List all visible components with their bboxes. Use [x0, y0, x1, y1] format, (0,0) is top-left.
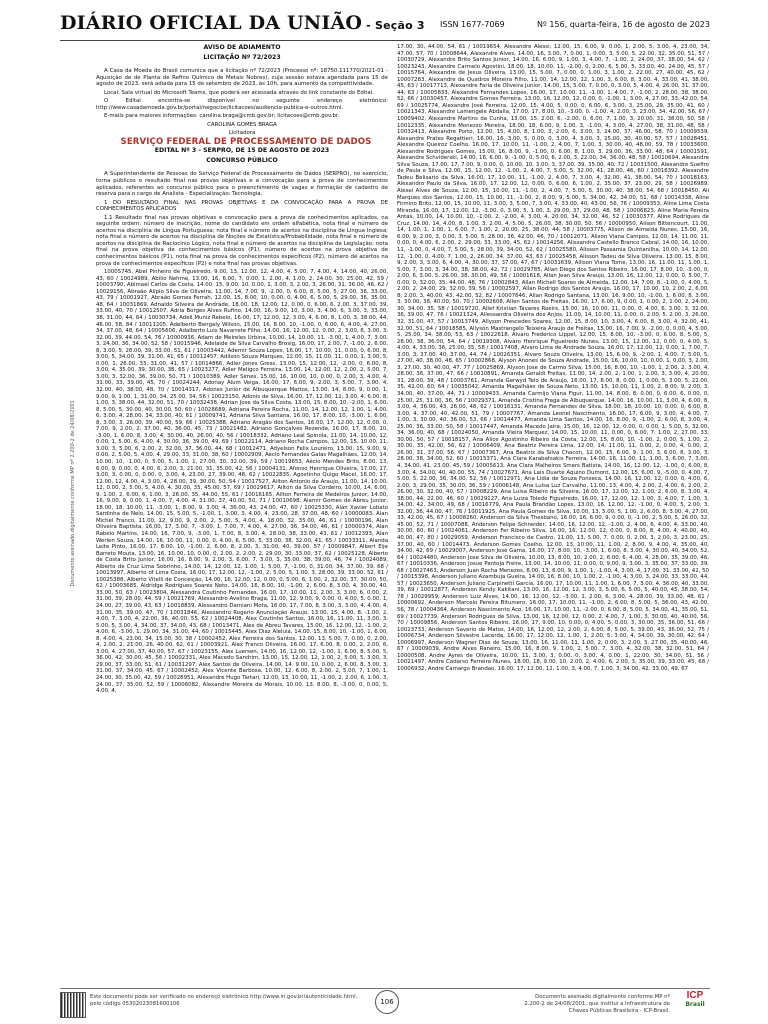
edital-intro: A Superintendente de Pessoas do Serviço Federal de Processamento de Dados (SERPRO), no exercício, torna públicos o resultado final nas provas objetivas e a convocação para a prova de conhecimentos aplicados, referentes ao concurso público para o preenchimento de vagas e formação de cadastro de reserva para o cargo de Analista - Especialização: Tecnologia.: [96, 171, 388, 198]
edital-info: O Edital encontra-se disponível no seguinte endereço eletrônico: http://www.casadamoeda.gov.br/portal/negocios/licitacoes/audiencia-publica-e-outros.html.: [96, 98, 388, 111]
contact-emails: E-mails para maiores informações: carolina.braga@cmb.gov.br; licitacoes@cmb.gov.br.: [104, 113, 340, 120]
issn: ISSN 1677-7069: [440, 20, 505, 29]
aviso-title: AVISO DE ADIAMENTO: [203, 44, 281, 51]
edition-info: Nº 156, quarta-feira, 16 de agosto de 2023: [537, 20, 710, 29]
aviso-local: Local: Sala virtual do Microsoft Teams, que poderá ser acessada através do link constante do Edital.: [104, 89, 374, 96]
qr-code-icon: [60, 992, 86, 1018]
icp-logo-top: ICP: [686, 990, 704, 1001]
results-list-left: 10005745, Abel Pinheiro de Figueiredo, 9.00, 13, 12.00, 12, 4.00, 4, 5.00, 7, 4.00, 4, 14.00, 40, 26.00, 43, 60 / 10024989, Abílio Nehme, 13.00, 16, 6.00, 7, 0.00, 1, 2.00, 4, 1.00, 2, 24.00, 30, 25.00, 42, 59 / 10003790, Abimael Carlos de Costa, 14.00, 15, 9.00, 10, 0.00, 1, 3.00, 3, 2.00, 3, 26.00, 31, 36.00, 46, 62 / 10029156, Abraão Alipio Silva de Oliveira, 11.00, 14, 7.00, 9, -2.00, 0, 6.00, 8, 5.00, 5, 27.00, 36, 33.00, 43, 79 / 10001927, Abraão Gomes Ferrah, 12.00, 15, 8.00, 10, 0.00, 0, 4.00, 6, 5.00, 5, 29.00, 36, 35.00, 48, 64 / 10031869, Adnaldo Silveira de Andrade, 18.00, 18, 12.00, 12, 0.00, 0, 6.00, 6, 2.00, 3, 37.00, 39, 33.00, 40, 70 / 10012507, Adria Borges Alves Rufino, 14.00, 16, 9.00, 10, 3.00, 3, 4.00, 6, 3.00, 3, 33.00, 38, 31.00, 44, 64 / 10030734, Adeli Muniz Rebelo, 16.00, 17, 12.00, 12, 3.00, 4, 6.00, 8, 1.00, 3, 38.00, 44, 46.00, 58, 84 / 10011205, Adelberto Bengaly Wilson, 15.00, 16, 8.00, 10, -1.00, 0, 6.00, 6, 4.00, 4, 27.00, 34, 37.00, 48, 64 / 10005606, Adalberto Luis Navarrete Filho, 14.00, 16, 12.00, 12, 0.00, 2, 3.00, 6, 3.00, 3, 32.00, 39, 44.00, 54, 76 / 10000936, Adam de Meireles Urbina, 10.00, 14, 10.00, 11, -3.00, 1, 4.00, 7, 3.00, 3, 24.00, 36, 34.00, 52, 58 / 10015946, Adelaide de Silva Carvalho Brosig, 16.00, 17, 2.00, 7, -1.00, 2, 6.00, 8, 3.00, 5, 28.00, 39, 33.00, 51, 61 / 10003442, Ademir Souza Lopes, 16.00, 17, 10.00, 11, 0.00, 0, 6.00, 8, 3.00, 5, 34.00, 39, 31.00, 41, 65 / 10012457, Adilson Souza Marques, 12.00, 15, 11.00, 11, 0.00, 1, 3.00, 5, 0.00, 1, 26.00, 33, 31.00, 41, 57 / 10014866, Adler Jones Gress, 13.00, 15, 12.00, 12, -2.00, 0, 6.00, 8, 3.00, 4, 35.00, 39, 30.00, 38, 65 / 10023277, Adler Meligco Ferreira, 13.00, 14, 12.00, 12, 2.00, 2, 5.00, 7, 3.00, 3, 32.00, 36, 39.00, 50, 71 / 10010389, Adler Simes, 15.00, 16, 10.00, 10, 0.00, 0, 2.00, 3, 4.00, 4, 31.00, 33, 39.00, 45, 70 / 10024244, Adonay Alum Veiga, 16.00, 17, 6.00, 9, 2.00, 3, 5.00, 7, 3.00, 4, 32.00, 40, 38.00, 48, 70 / 10014317, Adones Junior de Albuquerque Mattos, 13.00, 14, 8.00, 9, 0.00, 1, 9.00, 9, 1.00, 1, 31.00, 34, 25.00, 34, 56 / 10023150, Adonis de Silva, 16.00, 17, 12.00, 12, 3.00, 4, 6.00, 8, 1.00, 3, 38.00, 44, 32.00, 51, 70 / 10032438, Adrian Jose da Silva Costa, 13.00, 15, 8.00, 10, -2.00, 1, 6.00, 8, 5.00, 5, 30.00, 40, 30.00, 50, 60 / 10028689, Adriana Pereira Rocha, 11.00, 14, 12.00, 12, 1.00, 1, 4.00, 6, 3.00, 4, 28.00, 34, 33.00, 40, 61 / 10009741, Adriana Silva Santana, 16.00, 17, 8.00, 10, -3.00, 1, 6.00, 8, 3.00, 3, 26.00, 39, 40.00, 59, 66 / 10025388, Adriano Aragão dos Santos, 16.00, 17, 12.00, 12, 0.00, 0, 7.00, 9, 2.00, 2, 37.00, 40, 36.00, 45, 73 / 10021482, Adriano Gonçalves Rezende, 16.00, 17, 8.00, 10, -3.00, 1, 6.00, 8, 3.00, 4, 30.00, 40, 26.00, 40, 56 / 10018332, Adriano Leal Spinola, 11.00, 14, 10.00, 12, 0.00, 1, 5.00, 6, 4.00, 4, 30.00, 36, 39.00, 49, 69 / 10022114, Adriano Rocha Campos, 12.00, 15, 10.00, 11, 3.00, 3, 5.00, 6, 2.00, 2, 32.00, 37, 36.00, 44, 68 / 10012471, Adyelson Felix Loureiro, 13.00, 15, 9.00, 9, 0.00, 2, 5.00, 5, 4.00, 4, 29.00, 33, 31.00, 38, 60 / 10002909, Aécio Fernandes Galas Magalhães, 12.00, 14, 10.00, 10, -1.00, 0, 5.00, 5, 1.00, 1, 27.00, 30, 32.00, 39, 59 / 10019653, Aécio Mendes Brito, 8.00, 13, 6.00, 9, 0.00, 0, 4.00, 6, 2.00, 3, 21.00, 31, 35.00, 42, 56 / 10004131, Afonso Henrique Oliveira, 17.00, 17, 3.00, 3, 0.00, 0, 0.00, 0, 3.00, 4, 23.00, 27, 39.00, 48, 62 / 10022835, Agostinho Quigo Macel, 16.00, 17, 12.00, 12, 4.00, 4, 3.00, 4, 28.00, 39, 30.00, 50, 54 / 10017527, Ailton Antonio de Araujo, 11.00, 14, 10.00, 12, 0.00, 2, 5.00, 5, 4.00, 4, 30.00, 35, 45.00, 57, 69 / 10029617, Ailton da Silva Cordeiro, 10.00, 14, 6.00, 9, 1.00, 2, 6.00, 6, 1.00, 3, 26.00, 35, 44.00, 55, 61 / 10016165, Ailton Ferreira de Medeiros Junior, 14.00, 16, 9.00, 9, 0.00, 1, 4.00, 7, 4.00, 4, 31.00, 37, 40.00, 50, 71 / 10010698, Alamir Gomes de Abreu Junior, 18.00, 18, 10.00, 11, -3.00, 1, 8.00, 9, 3.00, 4, 36.00, 43, 24.00, 47, 60 / 10025330, Alan Xavier Lobato Sardinha de Nelo, 14.00, 15, 5.00, 5, -1.00, 1, 3.00, 3, 4.00, 4, 23.00, 28, 37.00, 48, 60 / 10000083, Alan Michel Franco, 11.00, 12, 9.00, 9, 2.00, 2, 5.00, 5, 4.00, 4, 18.00, 32, 35.00, 46, 61 / 10000196, Alan Oliveira Baptista, 16.00, 17, 3.00, 7, -3.00, 1, 7.00, 7, 4.00, 4, 27.00, 36, 34.00, 46, 61 / 10000374, Alan Rabelo Martins, 14.00, 16, 7.00, 9, -3.00, 1, 7.00, 8, 3.00, 4, 28.00, 38, 33.00, 43, 61 / 10012393, Alan Werlen Souza, 14.00, 16, 10.00, 11, 0.00, 0, 4.00, 6, 5.00, 5, 33.00, 38, 32.00, 41, 65 / 10033311, Alanda Leite Pinto, 16.00, 17, 8.00, 10, -1.00, 2, 6.00, 8, 2.00, 3, 31.00, 40, 39.00, 57 / 10009847, Albert Eije Barreto Mouta, 13.00, 16, 10.00, 10, 0.00, 0, 2.00, 2, 2.00, 2, 29.00, 30, 33.00, 37, 62 / 10025128, Alberto de Costa Brito Junior, 16.00, 16, 8.00, 9, 2.00, 3, 6.00, 7, 3.00, 3, 35.00, 38, 39.00, 46, 74 / 10024089, Alberto de Cruz Lima Sobrinho, 14.00, 14, 12.00, 12, 1.00, 1, 5.00, 7, -1.00, 0, 31.00, 34, 37.00, 39, 68 / 10013997, Alberto of Lima Costa, 16.00, 17, 12.00, 12, -1.00, 2, 5.00, 5, 1.00, 3, 28.00, 39, 33.00, 52, 61 / 10025388, Alberto Vitelli de Conceição, 14.00, 16, 12.00, 12, 0.00, 0, 5.00, 6, 1.00, 2, 32.00, 37, 30.00, 50, 62 / 10003685, Aldridge Rodrigues Soares Neto, 14.00, 16, 8.00, 10, -1.00, 2, 6.00, 8, 3.00, 4, 30.00, 40, 33.00, 50, 63 / 10023804, Alessandra Coutinho Fernandes, 16.00, 17, 10.00, 11, 2.00, 3, 3.00, 6, 0.00, 2, 31.00, 39, 28.00, 44, 59 / 10021769, Alessandro Avelino Braga, 11.00, 12, 9.00, 9, 0.00, 0, 4.00, 5, 0.00, 1, 24.00, 27, 39.00, 43, 63 / 10018839, Alessandro Damiani Mota, 16.00, 17, 7.00, 8, 3.00, 3, 3.00, 4, 4.00, 4, 31.00, 35, 39.00, 47, 70 / 10031846, Alessandro Rogerio Anunciação Araujo, 13.00, 15, 4.00, 8, -1.00, 2, 4.00, 7, 3.00, 4, 22.00, 36, 40.00, 55, 62 / 10024408, Alex Coutinho Santos, 16.00, 16, 11.00, 11, 3.00, 3, 5.00, 5, 3.00, 4, 34.00, 37, 34.00, 43, 68 / 10013471, Alex de Abreu Tavares, 15.00, 16, 12.00, 12, -1.00, 2, 4.00, 6, -3.00, 1, 29.00, 34, 31.00, 44, 60 / 10015445, Alex Diaz Aleluia, 14.00, 15, 8.00, 10, -1.00, 1, 6.00, 8, 4.00, 4, 23.00, 34, 15.00, 30, 38 / 10002452, Alex Ferreira dos Santos, 12.00, 13, 5.00, 7, 0.00, 0, 2.00, 4, 2.00, 2, 21.00, 26, 40.00, 62, 61 / 10003921, Alex Franco Oliveira, 16.00, 17, 6.00, 8, 0.00, 2, 2.00, 6, 3.00, 4, 27.00, 37, 40.00, 57, 67 / 10023155, Alex Luersen, 14.00, 16, 12.00, 12, -1.00, 1, 6.00, 8, 5.00, 5, 36.00, 42, 30.00, 45, 56 / 10002331, Alex Macedo Sandrim, 13.00, 15, 12.00, 12, 1.00, 2, 5.00, 5, 3.00, 3, 29.00, 37, 33.00, 51, 61 / 10031297, Alex Santos de Oliveira, 14.00, 14, 9.00, 10, 0.00, 2, 6.00, 8, 3.00, 3, 31.00, 37, 34.00, 45, 67 / 10002452, Alex Vicente Barbosa, 10.00, 12, 6.00, 8, 2.00, 2, 5.00, 7, 1.00, 1, 24.00, 30, 35.00, 42, 59 / 10028951, Alexandre Hugo Tartari, 12.00, 13, 10.00, 11, -1.00, 2, 2.00, 6, 1.00, 3, 24.00, 37, 35.00, 52, 59 / 10006082, Alexandre Moreira de Morais, 10.00, 13, 8.00, 8, -3.00, 0, 0.00, 5, 4.00, 4,: [96, 269, 388, 695]
results-list-right: 17.00, 30, 44.00, 54, 61 / 10019654, Alexandre Alessi, 12.00, 15, 6.00, 9, 0.00, 1, 2.00, 5, 3.00, 4, 23.00, 34, 47.00, 57, 70 / 10008644, Alexandre Alves, 14.00, 16, 3.00, 7, 0.00, 1, 0.00, 3, 5.00, 5, 22.00, 32, 35.00, 51, 57 / 10030729, Alexandre Brito Santos Junior, 14.00, 16, 6.00, 9, 1.00, 3, 4.00, 7, -1.00, 2, 24.00, 37, 38.00, 54, 62 / 10023243, Alexandre Carmelo Agostini, 18.00, 18, 10.00, 11, -2.00, 0, 2.00, 6, 5.00, 5, 33.00, 40, 24.00, 45, 57 / 10015764, Alexandre de Jesus Oliveira, 13.00, 15, 5.00, 7, 0.00, 0, 1.00, 3, 1.00, 2, 22.00, 27, 40.00, 45, 62 / 10007283, Alexandre de Quadros Moreira Filho, 11.00, 14, 12.00, 12, 1.00, 3, 6.00, 8, 3.00, 4, 33.00, 41, 38.00, 45, 63 / 10017713, Alexandre Faria de Oliveira Junior, 14.00, 15, 5.00, 7, 0.00, 0, 3.00, 5, 4.00, 4, 26.00, 31, 37.00, 44, 63 / 10005833, Alexandre Fernandes Lopes, 16.00, 17, 10.00, 11, -1.00, 1, 4.00, 7, -1.00, 2, 28.00, 38, 38.00, 52, 66 / 10030457, Alexandre Gomes Ferreira, 13.00, 16, 12.00, 12, 0.00, 0, -1.00, 1, 3.00, 4, 27.00, 33, 42.00, 54, 69 / 10025774, Alexandre José Ferreira, 12.00, 15, 4.00, 5, 0.00, 0, 6.00, 6, 3.00, 3, 25.00, 29, 35.00, 41, 60 / 10021343, Alexandre Lamengele Abdalla, 17.00, 17, 8.00, 10, -3.00, 0, -1.00, 4, 2.00, 3, 23.00, 34, 42.00, 56, 67 / 10009402, Alexandre Martins da Cunha, 13.00, 15, 2.00, 6, -2.00, 0, 6.00, 7, 1.00, 3, 20.00, 31, 38.00, 50, 58 / 10012335, Alexandre Monezzo Moreira, 18.00, 18, 6.00, 9, 1.00, 3, -1.00, 4, 3.00, 4, 27.00, 38, 31.00, 48, 58 / 10032413, Alexandre Porto, 12.00, 15, 4.00, 8, 1.00, 3, 2.00, 6, 3.00, 3, 24.00, 37, 46.00, 58, 70 / 10009539, Alexandre Prates Regattieri, 16.00, 16, 3.00, 5, 0.00, 0, 3.00, 4, 3.00, 3, 25.00, 30, 40.00, 57, 57 / 10028451, Alexandre Queiroz Coelho, 16.00, 17, 10.00, 11, -1.00, 2, 4.00, 7, 1.00, 3, 30.00, 40, 48.00, 59, 78 / 10033600, Alexandre Rodrigues Gomes, 15.00, 16, 8.00, 9, -1.00, 0, 6.00, 8, 1.00, 3, 29.00, 36, 33.00, 48, 64 / 10001591, Alexandre Schviderski, 14.00, 16, 6.00, 9, -1.00, 0, 5.00, 6, 2.00, 3, 22.00, 34, 36.00, 48, 58 / 10010694, Alexandre Silva Souza, 17.00, 17, 7.00, 9, 0.00, 0, 10.00, 10, 3.00, 3, 37.00, 39, 35.00, 40, 72 / 10031500, Alexandre Suefiro de Paula e Silva, 12.00, 15, 12.00, 12, -1.00, 2, 4.00, 7, 5.00, 5, 32.00, 41, 28.00, 46, 60 / 10016392, Alexandre Tadeu Belisario da Silva, 16.00, 17, 10.00, 11, -1.00, 2, 4.00, 7, 3.00, 4, 32.00, 41, 38.00, 54, 70 / 10018163, Alexandro Paulo da Silva, 16.00, 17, 12.00, 12, 0.00, 0, 6.00, 6, 1.00, 2, 35.00, 37, 23.00, 29, 58 / 10026989, Alexei Alves de Souza, 12.00, 15, 10.00, 11, -1.00, 2, 4.00, 7, 5.00, 5, 30.00, 40, 38.00, 54, 68 / 10018450, Ali Marques dos Santos, 12.00, 15, 10.00, 11, -1.00, 2, 8.00, 9, 5.00, 5, 34.00, 42, 34.00, 51, 68 / 10014338, Aline Firmino Brito, 12.00, 15, 10.00, 11, 3.00, 3, 5.00, 7, 3.00, 4, 33.00, 40, 43.00, 56, 76 / 10009353, Aline Lima Costa Miranda, 16.00, 17, 12.00, 12, -3.00, 0, 3.00, 5, 1.00, 3, 29.00, 37, 29.00, 48, 58 / 10006823, Aline Maria Pereira Antas, 10.00, 14, 10.00, 10, -1.00, 2, -2.00, 4, 3.00, 4, 20.00, 34, 32.00, 46, 52 / 10030377, Aline Rodrigues de Cruz, 14.00, 14, 4.00, 8, 1.00, 3, 2.00, 4, 5.00, 5, 26.00, 38, 30.00, 50, 56 / 10000950, Alison Bittencourt, 11.00, 14, 1.00, 1, 1.00, 1, 6.00, 7, 1.00, 2, 20.00, 25, 38.00, 44, 58 / 10003775, Alison de Almeida Nunes, 15.00, 16, 6.00, 9, 2.00, 3, 0.00, 3, 5.00, 5, 28.00, 36, 42.00, 46, 70 / 10012071, Alison Viana Campos, 12.00, 14, 11.00, 11, 0.00, 0, 4.00, 6, 2.00, 2, 29.00, 33, 33.00, 45, 62 / 10014256, Alissandra Castello Branco Cabral, 14.00, 16, 10.00, 11, -1.00, 0, 4.00, 7, 5.00, 5, 28.00, 39, 34.00, 52, 62 / 10025580, Alisson Passamia Quintanilha, 10.00, 14, 12.00, 12, -1.00, 0, 4.00, 7, 1.00, 2, 26.00, 34, 37.00, 43, 63 / 10025458, Alisson Tadeu de Silva Oliveira, 13.00, 15, 8.00, 9, 2.00, 3, 3.00, 6, 4.00, 4, 30.00, 37, 37.00, 47, 67 / 10031639, Allison Viana Tome, 13.00, 16, 11.00, 11, 1.00, 1, 5.00, 7, 3.00, 3, 34.00, 38, 38.00, 42, 72 / 10029785, Allan Diego dos Santos Ribeiro, 16.00, 17, 8.00, 10, -3.00, 0, 2.00, 6, 3.00, 5, 26.00, 38, 30.00, 49, 56 / 10001618, Allan Jean Silva Araujo, 13.00, 16, 12.00, 12, 0.00, 0, 5.00, 7, 0.00, 0, 32.00, 35, 44.00, 48, 76 / 10002843, Allan Michell Soares de Almeida, 12.00, 14, 7.00, 8, -1.00, 0, 4.00, 5, 2.00, 2, 24.00, 29, 32.00, 39, 56 / 10002597, Allan Rodrigo dos Santos Araujo, 16.00, 17, 10.00, 10, 2.00, 2, 6.00, 8, 2.00, 3, 40.00, 43, 42.00, 52, 82 / 10007646, Allan Rodrigo Santana, 13.00, 16, 9.00, 10, -1.00, 1, 6.00, 8, 3.00, 3, 30.00, 38, 40.00, 50, 70 / 10002608, Allen Santos de Freitas, 16.00, 17, 6.00, 9, 0.00, 1, 0.00, 2, 1.00, 2, 24.00, 30, 34.00, 35, 58 / 10019720, Allef Kristian Tavares Roeirs, 15.00, 16, 10.00, 11, 0.00, 0, 4.00, 6, 3.00, 3, 32.00, 36, 39.00, 47, 76 / 10021324, Allessandra Oliveira dos Anjos, 11.00, 14, 10.00, 11, 0.00, 0, 2.00, 5, 2.00, 3, 26.00, 32, 31.00, 47, 57 / 10013749, Allyson Prescedes Soares, 12.00, 15, 8.00, 10, 3.00, 4, 6.00, 8, 3.00, 4, 32.00, 41, 32.00, 51, 64 / 10018585, Allyson Mastrangelo Teixeira Araujo de Freitas, 15.00, 16, 7.00, 9, -2.00, 0, 0.00, 4, 5.00, 5, 25.00, 34, 38.00, 53, 63 / 10022618, Alvaro Frederico Lippel, 12.00, 15, 8.00, 10, -3.00, 0, 6.00, 8, 5.00, 5, 28.00, 38, 36.00, 54, 64 / 10019308, Alvaro Henrique Figueiredo Nunes, 13.00, 15, 12.00, 12, 0.00, 0, 4.00, 5, 4.00, 4, 33.00, 36, 25.00, 35, 58 / 10017408, Alvaro Lima de Andrade Souza, 16.00, 17, 12.00, 12, 0.00, 1, 7.00, 7, 3.00, 3, 37.00, 40, 37.00, 44, 74 / 10026351, Alvaro Souza Oliveira, 13.00, 15, 6.00, 9, -2.00, 1, 4.00, 7, 5.00, 5, 27.00, 40, 38.00, 48, 65 / 10002868, Alyson Anones de Souza Andrade, 15.00, 16, 10.00, 10, 0.00, 1, 0.00, 3, 2.00, 3, 27.00, 30, 40.00, 47, 77 / 10025869, Alyson Jose de Carmo Silva, 15.00, 16, 8.00, 10, -1.00, 1, 2.00, 2, 3.00, 4, 28.00, 36, 37.00, 47, 66 / 10010891, Amanda Geraldi Freitas, 11.00, 14, 2.00, 2, 1.00, 1, 2.00, 3, 3.00, 4, 20.00, 31, 28.00, 39, 48 / 10003761, Amanda Gerwyd Telo de Araujo, 16.00, 17, 8.00, 8, 0.00, 1, 0.00, 5, 3.00, 5, 22.00, 35, 42.00, 60, 64 / 10035042, Amanda Magalhães de Souza Neto, 13.00, 15, 10.00, 11, 1.00, 2, 8.00, 9, 2.00, 3, 34.00, 40, 37.00, 44, 71 / 10009433, Amanda Carmijo Viana Figur, 11.00, 14, 8.00, 8, 0.00, 0, 6.00, 6, 0.00, 0, 25.00, 25, 31.00, 36, 56 / 10029371, Amanda Cristina Fraga de Albuquerque, 14.00, 16, 10.00, 11, 3.00, 4, 6.00, 8, 3.00, 4, 36.00, 43, 26.00, 48, 62 / 10016131, Amanda Fernandes de Silva, 18.00, 18, 10.00, 10, 0.00, 0, 6.00, 8, 3.00, 4, 37.00, 40, 42.00, 51, 79 / 10007767, Amanda Leonel Nascimento, 16.00, 17, 6.00, 9, 3.00, 4, 4.00, 7, 1.00, 3, 30.00, 40, 36.00, 53, 66 / 10014477, Amanda Lima Santos, 14.00, 16, 8.00, 9, -1.00, 2, 6.00, 8, 3.00, 4, 25.00, 36, 33.00, 50, 58 / 10017447, Amanda Macedo Jaira, 15.00, 16, 12.00, 12, 0.00, 0, 0.00, 1, 5.00, 5, 32.00, 34, 36.00, 40, 68 / 10024050, Amanda Vieira Marquez, 14.00, 15, 10.00, 11, 0.00, 0, 6.00, 7, 1.00, 2, 27.00, 33, 30.00, 50, 57 / 10018157, Ana Alice Agostinho Ribeiro da Costa, 12.00, 15, 8.00, 10, -1.00, 2, 0.00, 5, 1.00, 2, 30.00, 35, 42.00, 56, 62 / 10006409, Ana Beatriz Pereira Lima, 12.00, 14, 11.00, 11, 0.00, 2, 0.00, 4, 0.00, 2, 26.00, 31, 37.00, 56, 67 / 10007367, Ana Beatriz da Silva Chacon, 12.00, 15, 6.00, 9, 1.00, 3, 6.00, 8, 3.00, 3, 28.00, 38, 34.00, 52, 60 / 10015371, Ana Clara Karabatsakis Ferreira, 14.00, 16, 11.00, 11, 1.00, 3, 6.00, 7, 3.00, 4, 34.00, 41, 23.00, 45, 59 / 10005613, Ana Clara Malheiros Smers Batista, 14.00, 16, 12.00, 12, -1.00, 0, 6.00, 8, 3.00, 4, 34.00, 40, 40.00, 55, 74 / 10027671, Ana Lais Duarte Aquino Dumont, 12.00, 15, 6.00, 9, -5.00, 0, 4.00, 7, 5.00, 5, 22.00, 36, 34.00, 52, 56 / 10012971, Ana Lidia de Souza Fonseca, 14.00, 16, 12.00, 12, 0.00, 0, 4.00, 6, 2.00, 3, 29.00, 35, 30.00, 36, 59 / 10006148, Ana Luisa Luz Carvalho, 11.00, 13, 4.00, 4, 2.00, 2, 4.00, 6, 2.00, 2, 26.00, 30, 32.00, 40, 57 / 10008229, Ana Luisa Ribeiro da Silveira, 16.00, 17, 12.00, 12, 1.00, 2, 6.00, 8, 3.00, 4, 38.00, 44, 22.00, 46, 60 / 10029127, Ana Luiza Toledo Figueiredo, 16.00, 17, 12.00, 12, 1.00, 3, 4.00, 7, 1.00, 3, 34.00, 42, 34.00, 49, 68 / 10016779, Ana Paula Brandão Lopes, 13.00, 16, 12.00, 12, -1.00, 0, 4.00, 5, 2.00, 3, 32.00, 36, 44.00, 47, 76 / 10011925, Ana Paula Gomes de Silva, 10.00, 13, 5.00, 5, 1.00, 2, 6.00, 8, 3.00, 4, 27.00, 33, 42.00, 45, 67 / 10008260, Anderson da Silva Thesbano, 16.00, 16, 6.00, 9, 0.00, 0, -1.00, 2, 5.00, 5, 26.00, 32, 45.00, 52, 71 / 10007088, Anderson Felipe Schneider, 14.00, 16, 12.00, 12, -1.00, 2, 4.00, 6, 4.00, 4, 33.00, 40, 30.00, 60, 60 / 10024061, Anderson Fer Ribeiro Silva, 16.00, 16, 12.00, 12, 0.00, 0, 8.00, 8, 4.00, 4, 40.00, 40, 40.00, 47, 80 / 10029059, Anderson Francisco de Castro, 11.00, 13, 5.00, 7, 0.00, 0, 2.00, 3, 2.00, 3, 23.00, 25, 37.00, 40, 60 / 10014473, Anderson Gomes Coelho, 12.00, 13, 10.00, 11, 1.00, 2, 8.00, 9, 4.00, 4, 35.00, 40, 34.00, 42, 69 / 10029007, Anderson José Gama, 16.00, 17, 8.00, 10, -3.00, 1, 6.00, 8, 3.00, 4, 30.00, 40, 34.00, 52, 64 / 10024480, Anderson Jose Silva de Oliveira, 10.00, 13, 8.00, 10, 2.00, 2, 6.00, 6, 4.00, 4, 28.00, 35, 39.00, 46, 67 / 10010336, Anderson Josue Pantoja Freire, 13.00, 14, 10.00, 11, 0.00, 0, 9.00, 9, 3.00, 3, 35.00, 37, 33.00, 39, 68 / 10027463, Anderson Juan Rocha Menezes, 8.00, 13, 6.00, 9, 1.00, 1, -1.00, 4, 3.00, 4, 17.00, 31, 33.00, 42, 50 / 10015398, Anderson Juliano Azambuja Gueira, 14.00, 16, 8.00, 10, 1.00, 2, -1.00, 4, 3.00, 3, 24.00, 33, 33.00, 44, 57 / 10023650, Anderson Juliano Carpinetti Garcia, 16.00, 17, 10.00, 11, 1.00, 1, 6.00, 7, 3.00, 4, 36.00, 40, 33.00, 39, 69 / 10012877, Anderson Kendy Kakitani, 13.00, 16, 12.00, 12, 3.00, 3, 5.00, 6, 5.00, 5, 40.00, 45, 38.00, 54, 78 / 10029959, Anderson Luiz Alves, 14.00, 16, 12.00, 12, -3.00, 1, 2.00, 6, 3.00, 4, 28.00, 39, 33.00, 48, 61 / 10000692, Anderson Marcelo Pereira Bitumero, 16.00, 17, 10.00, 11, -1.00, 2, 6.00, 8, 5.00, 5, 36.00, 43, 42.00, 56, 78 / 10004364, Anderson Nascimento Aco, 16.00, 17, 10.00, 11, -2.00, 0, 6.00, 8, 5.00, 5, 34.00, 41, 35.00, 51, 69 / 10027739, Anderson Rodrigues de Silva, 13.00, 16, 12.00, 12, 0.00, 2, 4.00, 7, 1.00, 3, 30.00, 40, 40.00, 56, 70 / 10009856, Anderson Santos Ribeiro, 16.00, 17, 9.00, 10, 0.00, 0, 4.00, 5, 0.00, 3, 30.00, 35, 36.00, 51, 66 / 10023733, Anderson Saverio de Matos, 14.00, 16, 12.00, 12, 2.00, 2, 6.00, 8, 5.00, 5, 39.00, 43, 36.00, 52, 75 / 10006734, Anderson Silvestre Lacerda, 16.00, 17, 12.00, 12, 1.00, 1, 2.00, 5, 3.00, 4, 34.00, 39, 30.00, 42, 64 / 10006997, Anderson Wagner Dias de Souza, 13.00, 16, 11.00, 11, 1.00, 2, 0.00, 3, 2.00, 3, 27.00, 35, 40.00, 46, 67 / 10009039, Andre Alves Raneiro, 15.00, 16, 8.00, 9, 1.00, 2, 5.00, 7, 3.00, 4, 32.00, 38, 32.00, 51, 64 / 10000508, Andre Ayres de Oliveira, 10.00, 11, 3.00, 3, 0.00, 0, 3.00, 4, 0.00, 1, 22.00, 30, 34.00, 51, 56 / 10021497, Andre Cadarso Ferreira Nunes, 18.00, 18, 9.00, 10, 2.00, 2, 4.00, 6, 2.00, 3, 35.00, 39, 33.00, 45, 68 / 10006932, Andre Camargo Brandao, 16.00, 17, 12.00, 12, 1.00, 3, 4.00, 7, 1.00, 3, 34.00, 42, 33.00, 49, 67: [397, 44, 709, 672]
section-1-1: 1.1 Resultado final nas provas objetivas e convocação para a prova de conhecimentos aplicados, na seguinte ordem: número de inscrição, nome do candidato em ordem alfabética, nota final e número de acertos na disciplina de Língua Portuguesa; nota final e número de acertos na disciplina de Língua Inglesa; nota final e número de acertos na disciplina de Noções de Estatística/Probabilidade, nota final e número de acertos na disciplina de Raciocínio Lógico, nota final e número de acertos na disciplina de Legislação; nota final na prova objetiva de conhecimentos básicos (P1), número de acertos na prova objetiva de conhecimentos básicos (P1), nota final na prova de conhecimentos específicos (P2), número de acertos na prova de conhecimentos específicos (P2) e nota final nas provas objetivas.: [96, 214, 388, 267]
signer-name: CAROLINA GOMES BRAGA: [207, 121, 277, 128]
section-1-heading: 1 DO RESULTADO FINAL NAS PROVAS OBJETIVAS E DA CONVOCAÇÃO PARA A PROVA DE CONHECIMENTOS APLICADOS: [96, 199, 388, 213]
edital-title: EDITAL Nº 3 - SERPRO, DE 15 DE AGOSTO DE 2023: [154, 147, 330, 155]
page-number: 106: [375, 990, 399, 1014]
icp-logo-bottom: Brasil: [685, 1001, 705, 1008]
left-column: [96, 44, 388, 964]
aviso-body: A Casa da Moeda do Brasil comunica que a licitação nº 72/2023 (Processo nº: 18750.111770/2021-01 - Aquisição de de Planta de Refino Químico de Metais Nobres), cuja sessão estava agendada para 15 de agosto de 2023, será adiada para 15 de setembro de 2023, às 10h, para aumento da competitividade.: [96, 68, 388, 88]
footer-divider: [60, 988, 710, 989]
footer-signature-note: Documento assinado digitalmente conforme MP nº 2.200-2 de 24/08/2001, que institui a Infraestrutura de Chaves Públicas Brasileira - ICP-Brasil.: [524, 994, 670, 1014]
signer-role: Licitadora: [228, 130, 256, 137]
side-note: Documento assinado digitalmente conforme MP nº 2.200-2 de 24/08/2001: [70, 400, 76, 587]
concurso-title: CONCURSO PÚBLICO: [206, 157, 278, 165]
section-label: - Seção 3: [366, 19, 425, 32]
organization-title: SERVIÇO FEDERAL DE PROCESSAMENTO DE DADOS: [120, 136, 372, 147]
page-header: [60, 12, 710, 38]
icp-brasil-logo: [680, 990, 710, 1008]
right-column: [397, 44, 709, 974]
header-divider: [60, 40, 710, 41]
dou-masthead: DIÁRIO OFICIAL DA UNIÃO - Seção 3: [60, 12, 425, 34]
footer-verify: Este documento pode ser verificado no endereço eletrônico http://www.in.gov.br/autenticidade.html, pelo código 05302023081600106: [90, 994, 358, 1007]
licitacao-number: LICITAÇÃO Nº 72/2023: [203, 54, 281, 61]
